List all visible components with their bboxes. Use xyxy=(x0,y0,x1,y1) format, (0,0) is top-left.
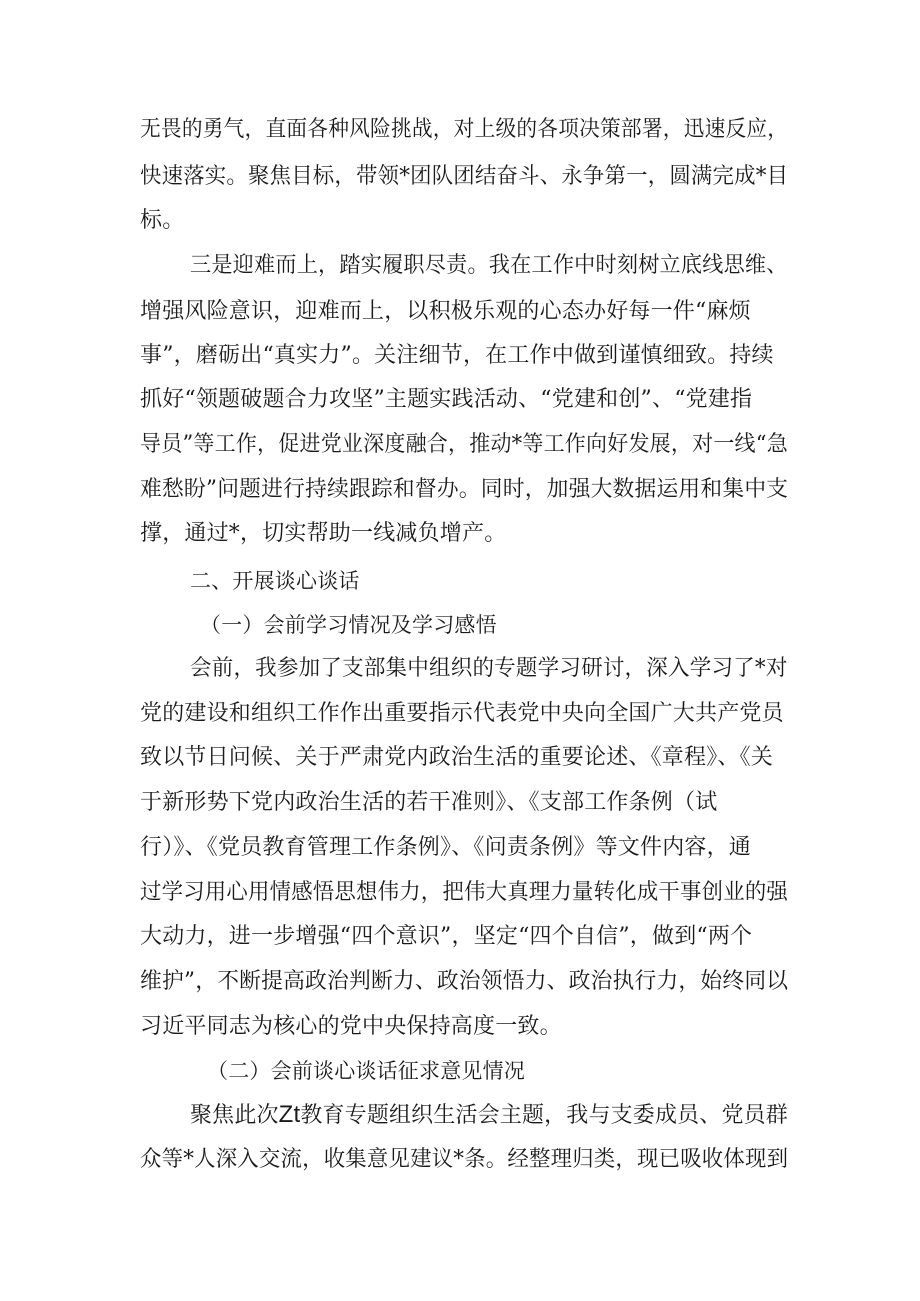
paragraph-line: 维护”，不断提高政治判断力、政治领悟力、政治执行力，始终同以 xyxy=(140,969,789,994)
paragraph-line: 致以节日问候、关于严肃党内政治生活的重要论述、《章程》、《关 xyxy=(140,745,774,770)
paragraph-line: 大动力，进一步增强“四个意识”，坚定“四个自信”，做到“两个 xyxy=(140,924,753,949)
paragraph-line: 过学习用心用情感悟思想伟力，把伟大真理力量转化成干事创业的强 xyxy=(140,880,789,905)
section-heading: 二、开展谈心谈话 xyxy=(190,569,360,593)
paragraph-line: 撑，通过*，切实帮助一线减负增产。 xyxy=(140,521,507,546)
paragraph-line: 导员”等工作，促进党业深度融合，推动*等工作向好发展，对一线“急 xyxy=(140,432,788,457)
paragraph-line: 党的建设和组织工作作出重要指示代表党中央向全国广大共产党员 xyxy=(140,701,784,726)
latin-abbreviation: Zt xyxy=(278,1101,301,1128)
paragraph-line: 难愁盼”问题进行持续跟踪和督办。同时，加强大数据运用和集中支 xyxy=(140,477,789,502)
paragraph-line xyxy=(190,1101,788,1130)
paragraph-line: 众等*人深入交流，收集意见建议*条。经整理归类，现已吸收体现到 xyxy=(140,1147,789,1172)
text-run: 聚焦此次 xyxy=(190,1103,279,1128)
paragraph-line: 增强风险意识，迎难而上，以积极乐观的心态办好每一件“麻烦 xyxy=(140,299,751,324)
paragraph-line: 标。 xyxy=(140,208,185,233)
paragraph-line: 行）》、《党员教育管理工作条例》、《问责条例》等文件内容，通 xyxy=(140,835,752,860)
paragraph-line: 会前，我参加了支部集中组织的专题学习研讨，深入学习了*对 xyxy=(190,656,788,681)
text-run: 教育专题组织生活会主题，我与支委成员、党员群 xyxy=(300,1103,788,1128)
paragraph-line: 事”，磨砺出“真实力”。关注细节，在工作中做到谨慎细致。持续 xyxy=(140,343,774,368)
subsection-heading: （二）会前谈心谈话征求意见情况 xyxy=(207,1059,525,1083)
paragraph-line: 于新形势下党内政治生活的若干准则》、《支部工作条例（试 xyxy=(140,790,718,815)
paragraph-line: 习近平同志为核心的党中央保持高度一致。 xyxy=(140,1014,562,1039)
paragraph-line: 抓好“领题破题合力攻坚”主题实践活动、“党建和创”、“党建指 xyxy=(140,387,753,412)
subsection-heading: （一）会前学习情况及学习感悟 xyxy=(200,613,497,637)
paragraph-line: 三是迎难而上，踏实履职尽责。我在工作中时刻树立底线思维、 xyxy=(190,253,788,278)
paragraph-line: 无畏的勇气，直面各种风险挑战，对上级的各项决策部署，迅速反应， xyxy=(140,117,789,142)
paragraph-line: 快速落实。聚焦目标，带领*团队团结奋斗、永争第一，圆满完成*目 xyxy=(140,164,789,189)
